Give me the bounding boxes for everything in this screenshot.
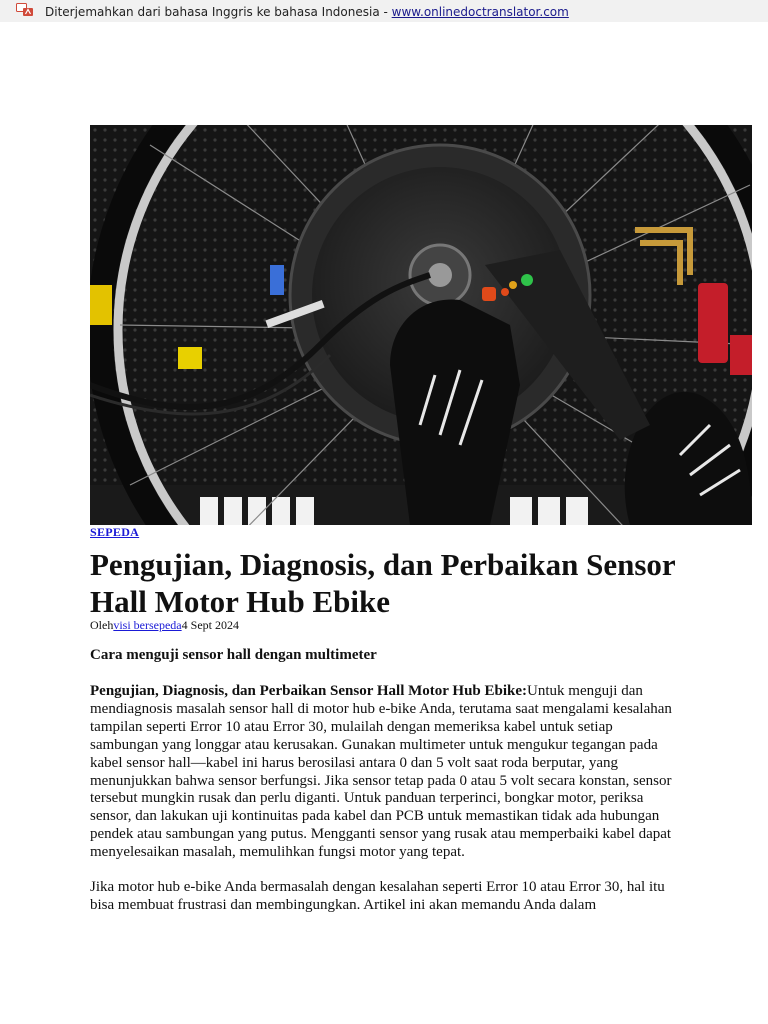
author-link[interactable]: visi bersepeda bbox=[113, 618, 182, 632]
paragraph-body: Untuk menguji dan mendiagnosis masalah sensor hall di motor hub e-bike Anda, terutama saat mengalami kesalahan tampilan seperti Error 10 atau Error 30, mulailah dengan memeriksa kabel untuk setiap sambungan yang longgar atau kerusakan. Gunakan multimeter untuk mengukur tegangan pada kabel sensor hall—kabel ini harus berosilasi antara 0 dan 5 volt saat roda berputar, yang menunjukkan bahwa sensor berfungsi. Jika sensor tetap pada 0 atau 5 volt secara konstan, sensor tersebut mungkin rusak dan perlu diganti. Untuk panduan terperinci, bongkar motor, periksa sensor, dan lakukan uji kontinuitas pada kabel dan PCB untuk memastikan tidak ada hubungan pendek atau sambungan yang putus. Mengganti sensor yang rusak atau memperbaiki kabel dapat menyelesaikan masalah, memulihkan fungsi motor yang tepat. bbox=[90, 683, 672, 861]
translation-notice bbox=[45, 5, 569, 19]
category-link[interactable]: SEPEDA bbox=[90, 525, 140, 539]
paragraph-lead: Pengujian, Diagnosis, dan Perbaikan Sensor Hall Motor Hub Ebike: bbox=[90, 683, 528, 699]
article-paragraph bbox=[90, 683, 680, 862]
byline bbox=[90, 618, 239, 633]
byline-prefix: Oleh bbox=[90, 618, 114, 632]
translate-icon bbox=[16, 3, 34, 17]
hub-motor-photo bbox=[90, 125, 752, 525]
translation-bar bbox=[0, 0, 768, 22]
article-subheading: Cara menguji sensor hall dengan multimeter bbox=[90, 647, 377, 663]
publish-date: 4 Sept 2024 bbox=[181, 618, 239, 632]
article-title: Pengujian, Diagnosis, dan Perbaikan Sensor Hall Motor Hub Ebike bbox=[90, 547, 676, 619]
translator-link[interactable]: www.onlinedoctranslator.com bbox=[391, 5, 569, 19]
translation-text: Diterjemahkan dari bahasa Inggris ke bahasa Indonesia - bbox=[45, 5, 392, 19]
hero-image bbox=[90, 125, 752, 525]
article-paragraph-2: Jika motor hub e-bike Anda bermasalah dengan kesalahan seperti Error 10 atau Error 30, hal itu bisa membuat frustrasi dan membingungkan. Artikel ini akan memandu Anda dalam bbox=[90, 879, 665, 913]
